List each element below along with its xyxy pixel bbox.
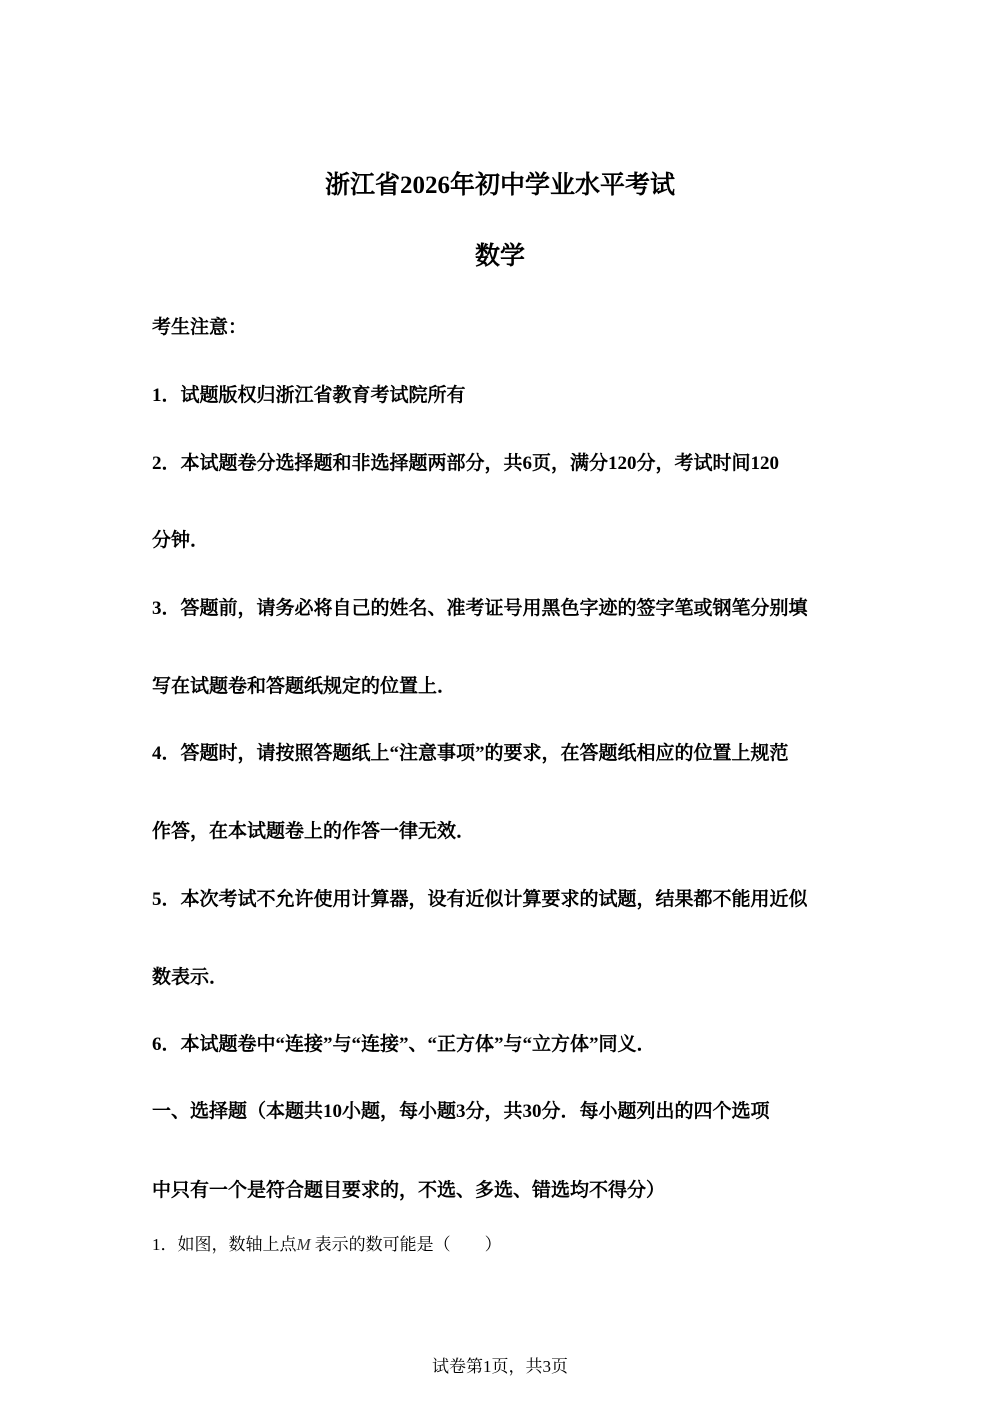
notice-item-3-line1: 3．答题前，请务必将自己的姓名、准考证号用黑色字迹的签字笔或钢笔分别填: [152, 598, 808, 619]
notice-item-1: 1．试题版权归浙江省教育考试院所有: [152, 385, 466, 406]
section-heading-line2: 中只有一个是符合题目要求的，不选、多选、错选均不得分）: [152, 1180, 666, 1201]
notice-item-4-line1: 4．答题时，请按照答题纸上“注意事项”的要求，在答题纸相应的位置上规范: [152, 743, 789, 764]
notice-item-5-line2: 数表示．: [152, 967, 229, 988]
notice-item-2-line1: 2．本试题卷分选择题和非选择题两部分，共6页，满分120分，考试时间120: [152, 453, 780, 474]
notice-item-5-line1: 5．本次考试不允许使用计算器，设有近似计算要求的试题，结果都不能用近似: [152, 889, 808, 910]
notice-item-3-line2: 写在试题卷和答题纸规定的位置上．: [152, 676, 457, 697]
point-m-variable: M: [296, 1235, 311, 1254]
subject-title: 数学: [474, 243, 525, 270]
notice-item-6: 6．本试题卷中“连接”与“连接”、“正方体”与“立方体”同义．: [152, 1034, 656, 1055]
page-footer: 试卷第1页，共3页: [432, 1357, 568, 1376]
notice-item-4-line2: 作答，在本试题卷上的作答一律无效．: [152, 821, 476, 842]
notice-heading: 考生注意：: [152, 317, 248, 338]
section-heading-line1: 一、选择题（本题共10小题，每小题3分，共30分．每小题列出的四个选项: [152, 1101, 770, 1122]
notice-item-2-line2: 分钟．: [152, 530, 210, 551]
question-1-suffix: 表示的数可能是（ ）: [314, 1235, 502, 1254]
question-1-prefix: 1．如图，数轴上点: [152, 1235, 297, 1254]
question-1: [152, 1232, 502, 1258]
exam-title: 浙江省2026年初中学业水平考试: [324, 172, 675, 199]
